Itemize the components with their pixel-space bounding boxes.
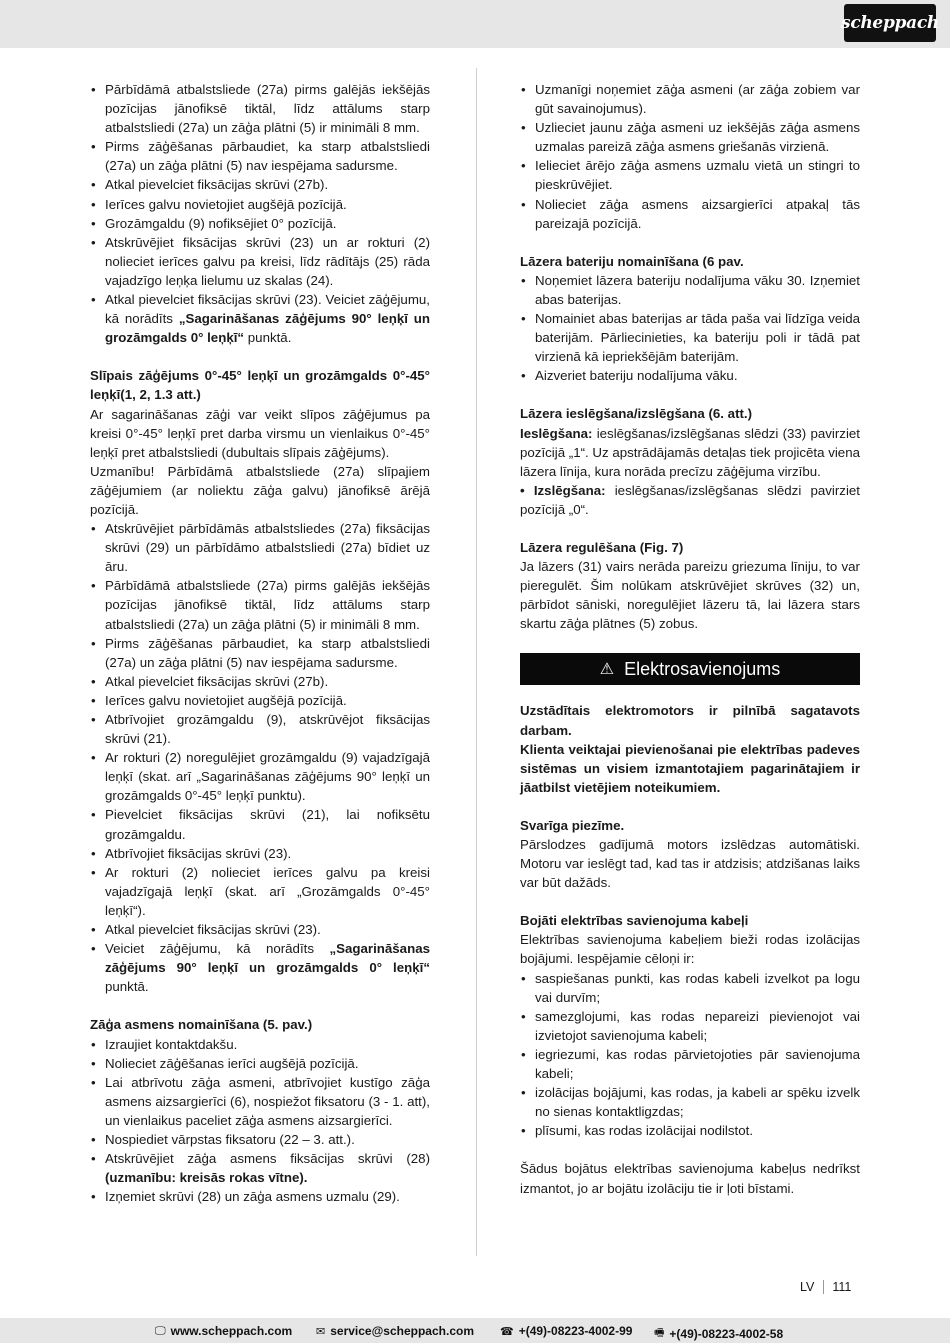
text-run: punktā.	[105, 979, 149, 995]
list-item	[90, 672, 430, 691]
bullet-list	[520, 80, 860, 233]
list-item	[520, 1045, 860, 1083]
text-run: Ar rokturi (2) nolieciet ierīces galvu pa kreisi vajadzīgajā leņķī (skat. arī „Grozāmgalds 0°-45° leņķī“).	[105, 864, 430, 918]
spacer	[90, 347, 430, 366]
page-number: 111	[832, 1280, 852, 1294]
list-item	[520, 1083, 860, 1121]
text-run: Atkal pievelciet fiksācijas skrūvi (23).	[105, 922, 321, 938]
list-item	[90, 920, 430, 939]
list-item	[90, 634, 430, 672]
list-item	[90, 290, 430, 347]
paragraph	[90, 405, 430, 462]
text-run: Atskrūvējiet pārbīdāmās atbalstsliedes (27a) fiksācijas skrūvi (29) un pārbīdāmo atbalstsliedi (27a) bīdiet uz āru.	[105, 521, 430, 575]
phone-icon: ☎	[500, 1325, 514, 1338]
list-item	[520, 309, 860, 366]
list-item	[90, 748, 430, 805]
text-run: Grozāmgaldu (9) nofiksējiet 0° pozīcijā.	[105, 215, 337, 231]
spacer	[520, 1140, 860, 1159]
text-run: Pirms zāģēšanas pārbaudiet, ka starp atbalstsliedi (27a) un zāģa plātni (5) nav iespējama sadursme.	[105, 635, 430, 670]
email-text: service@scheppach.com	[330, 1324, 474, 1338]
text-run: Ar rokturi (2) noregulējiet grozāmgaldu (9) vajadzīgajā leņķī (skat. arī „Sagarināšanas zāģējums 90° leņķī un grozāmgalds 0°-45° leņķī punktu).	[105, 750, 430, 804]
text-run: Izraujiet kontaktdakšu.	[105, 1036, 238, 1052]
text-run: samezglojumi, kas rodas nepareizi pievienojot vai izvietojot savienojuma kabeli;	[535, 1008, 860, 1043]
text-run: Atbrīvojiet grozāmgaldu (9), atskrūvējot fiksācijas skrūvi (21).	[105, 712, 430, 747]
text-run: Nolieciet zāģēšanas ierīci augšējā pozīcijā.	[105, 1055, 359, 1071]
list-item	[520, 80, 860, 118]
list-item	[90, 863, 430, 920]
bold-text: (uzmanību: kreisās rokas vītne).	[105, 1170, 308, 1186]
bold-text: „Sagarināšanas zāģējums 90° leņķī un grozāmgalds 0° leņķī“	[105, 311, 431, 346]
text-run: Nolieciet zāģa asmens aizsargierīci atpakaļ tās pareizajā pozīcijā.	[535, 196, 860, 231]
subsection-heading: Svarīga piezīme.	[520, 817, 625, 833]
top-bar	[0, 0, 950, 48]
text-run: Aizveriet bateriju nodalījuma vāku.	[535, 368, 738, 384]
list-item	[90, 137, 430, 175]
section-title: Elektrosavienojums	[624, 658, 781, 679]
text-run: Ierīces galvu novietojiet augšējā pozīcijā.	[105, 196, 347, 212]
subsection-heading: Zāģa asmens nomainīšana (5. pav.)	[90, 1017, 313, 1033]
bold-text: „Sagarināšanas zāģējums 90° leņķī un grozāmgalds 0° leņķī“	[105, 941, 430, 976]
list-item	[520, 366, 860, 385]
subsection-heading: Bojāti elektrības savienojuma kabeļi	[520, 913, 749, 929]
bullet-list	[90, 1035, 430, 1207]
monitor-icon: 🖵	[155, 1324, 166, 1337]
list-item	[90, 710, 430, 748]
text-run: Atskrūvējiet zāģa asmens fiksācijas skrūvi (28)	[105, 1151, 430, 1167]
paragraph	[520, 481, 860, 519]
text-run: Ar sagarināšanas zāģi var veikt slīpos zāģējumus pa kreisi 0°-45° leņķī pret darba virsmu un vienlaikus 0°-45° leņķī pret atbalstsliedi (dubultais slīpais zāģējums).	[90, 406, 430, 460]
text-run: Pievelciet fiksācijas skrūvi (21), lai nofiksētu grozāmgaldu.	[105, 807, 430, 842]
page-footer	[800, 1280, 851, 1294]
list-item	[90, 576, 430, 633]
warning-icon: ⚠	[599, 660, 615, 678]
list-item	[520, 156, 860, 194]
list-item	[90, 1187, 430, 1206]
spacer	[90, 996, 430, 1015]
subsection-heading: Lāzera bateriju nomainīšana (6 pav.	[520, 253, 744, 269]
list-item	[90, 1054, 430, 1073]
text-run: Nospiediet vārpstas fiksatoru (22 – 3. att.).	[105, 1131, 355, 1147]
subsection-heading: Lāzera regulēšana (Fig. 7)	[520, 539, 684, 555]
list-item	[90, 214, 430, 233]
bold-text: Klienta veiktajai pievienošanai pie elektrības padeves sistēmas un visiem izmantotajiem pagarinātajiem ir jāatbilst vietējiem noteikumiem.	[520, 741, 860, 795]
list-item	[90, 1149, 430, 1187]
spacer	[520, 797, 860, 816]
text-run: Šādus bojātus elektrības savienojuma kabeļus nedrīkst izmantot, jo ar bojātu izolāciju tie ir ļoti bīstami.	[520, 1161, 860, 1196]
list-item	[90, 691, 430, 710]
list-item	[90, 844, 430, 863]
text-run: plīsumi, kas rodas izolācijai nodilstot.	[535, 1123, 754, 1139]
bullet-list	[520, 969, 860, 1141]
paragraph	[520, 424, 860, 481]
text-run: saspiešanas punkti, kas rodas kabeli izvelkot pa logu vai durvīm;	[535, 970, 860, 1005]
paragraph	[520, 930, 860, 968]
text-run: Lai atbrīvotu zāģa asmeni, atbrīvojiet kustīgo zāģa asmens aizsargierīci (6), nospiežot fiksatoru (3 - 1. att), un vienlaikus paceliet zāģa asmens aizsargierīci.	[105, 1074, 430, 1128]
contact-fax	[654, 1324, 783, 1343]
text-run: izolācijas bojājumi, kas rodas, ja kabeli ar spēku izvelk no sienas kontaktligzdas;	[535, 1085, 860, 1120]
text-run: Uzlieciet jaunu zāģa asmeni uz iekšējās zāģa asmens uzmalas pareizā zāģa asmens griešanās virzienā.	[535, 120, 860, 155]
subsection-heading: Slīpais zāģējums 0°-45° leņķī un grozāmgalds 0°-45° leņķī(1, 2, 1.3 att.)	[90, 368, 430, 403]
text-run: ieslēgšanas/izslēgšanas slēdzi (33) pavirziet pozīcijā „1“. Uz apstrādājamās detaļas tiek projicēta viena lāzera līnija, kura norāda precīzu zāģējuma virzību.	[520, 425, 860, 479]
contact-website[interactable]	[155, 1324, 292, 1338]
text-run: Ielieciet ārējo zāģa asmens uzmalu vietā un stingri to pieskrūvējiet.	[535, 158, 860, 193]
language-code: LV	[800, 1280, 824, 1294]
paragraph	[520, 740, 860, 797]
brand-logo: scheppach	[844, 4, 936, 42]
paragraph	[90, 462, 430, 519]
text-run: Veiciet zāģējumu, kā norādīts	[105, 941, 330, 957]
text-run: Atkal pievelciet fiksācijas skrūvi (27b).	[105, 673, 329, 689]
text-run: Pārslodzes gadījumā motors izslēdzas automātiski. Motoru var ieslēgt tad, kad tas ir atdzisis; atdzišanas laiks var būt dažāds.	[520, 837, 860, 891]
list-item	[520, 271, 860, 309]
text-run: Noņemiet lāzera bateriju nodalījuma vāku 30. Izņemiet abas baterijas.	[535, 272, 860, 307]
phone-text: +(49)-08223-4002-99	[518, 1324, 633, 1338]
list-item	[90, 175, 430, 194]
spacer	[520, 233, 860, 252]
bullet-list	[90, 519, 430, 996]
list-item	[520, 118, 860, 156]
text-run: Nomainiet abas baterijas ar tāda paša vai līdzīga veida baterijām. Pārliecinieties, ka bateriju poli ir tādā pat virzienā kā iepriekšējām baterijām.	[535, 311, 860, 365]
list-item	[90, 1035, 430, 1054]
bullet-list	[520, 271, 860, 386]
text-run: Uzmanību! Pārbīdāmā atbalstsliede (27a) slīpajiem zāģējumiem (ar noliektu zāģa galvu) jānofiksē ārējā pozīcijā.	[90, 463, 430, 517]
column-divider	[476, 68, 477, 1256]
bold-text: • Izslēgšana:	[520, 482, 606, 498]
bullet-list	[90, 80, 430, 347]
mail-icon: ✉	[316, 1325, 326, 1338]
section-heading-electrical	[520, 653, 860, 685]
spacer	[520, 892, 860, 911]
list-item	[90, 939, 430, 996]
fax-icon: 🖷	[654, 1327, 665, 1339]
list-item	[520, 1121, 860, 1140]
website-text: www.scheppach.com	[170, 1324, 293, 1338]
contact-email[interactable]	[316, 1324, 474, 1338]
paragraph	[520, 835, 860, 892]
text-run: ieslēgšanas/izslēgšanas slēdzi pavirziet pozīcijā „0“.	[520, 482, 860, 517]
subsection-heading: Lāzera ieslēgšana/izslēgšana (6. att.)	[520, 406, 753, 422]
list-item	[520, 969, 860, 1007]
list-item	[520, 195, 860, 233]
right-column-top	[520, 80, 860, 633]
text-run: Atbrīvojiet fiksācijas skrūvi (23).	[105, 845, 292, 861]
list-item	[90, 195, 430, 214]
spacer	[520, 385, 860, 404]
paragraph	[520, 1159, 860, 1197]
paragraph	[520, 557, 860, 633]
bold-text: Ieslēgšana:	[520, 425, 593, 441]
contact-bar	[0, 1318, 950, 1343]
text-run: Elektrības savienojuma kabeļiem bieži rodas izolācijas bojājumi. Iespējamie cēloņi ir:	[520, 932, 860, 967]
list-item	[520, 1007, 860, 1045]
text-run: Pārbīdāmā atbalstsliede (27a) pirms galējās iekšējās pozīcijas jānofiksē tiktāl, līdz attālums starp atbalstsliedi (27a) un zāģa plātni (5) ir minimāli 8 mm.	[105, 82, 430, 136]
bold-text: Uzstādītais elektromotors ir pilnībā sagatavots darbam.	[520, 703, 860, 738]
fax-text: +(49)-08223-4002-58	[669, 1326, 784, 1341]
text-run: iegriezumi, kas rodas pārvietojoties pār savienojuma kabeli;	[535, 1046, 860, 1082]
text-run: Ja lāzers (31) vairs nerāda pareizu griezuma līniju, to var pieregulēt. Šim nolūkam atskrūvējiet skrūves (32) un, pārbīdot sāniski, noregulējiet lāzeru tā, lai lāzera stars skartu zāģa plātnes (5) zobus.	[520, 559, 860, 632]
right-column	[520, 80, 860, 1198]
text-run: Ierīces galvu novietojiet augšējā pozīcijā.	[105, 692, 347, 708]
text-run: punktā.	[244, 330, 292, 346]
list-item	[90, 233, 430, 290]
right-column-bottom	[520, 701, 860, 1197]
list-item	[90, 805, 430, 843]
contact-phone[interactable]	[500, 1324, 632, 1338]
text-run: Pārbīdāmā atbalstsliede (27a) pirms galējās iekšējās pozīcijas jānofiksē tiktāl, līdz attālums starp atbalstsliedi (27a) un zāģa plātni (5) ir minimāli 8 mm.	[105, 578, 430, 632]
text-run: Izņemiet skrūvi (28) un zāģa asmens uzmalu (29).	[105, 1189, 400, 1205]
list-item	[90, 1130, 430, 1149]
spacer	[520, 519, 860, 538]
text-run: Pirms zāģēšanas pārbaudiet, ka starp atbalstsliedi (27a) un zāģa plātni (5) nav iespējama sadursme.	[105, 139, 430, 174]
text-run: Atskrūvējiet fiksācijas skrūvi (23) un ar rokturi (2) nolieciet ierīces galvu pa kreisi, līdz rādītājs (25) rāda vajadzīgo leņķa lielumu uz skalas (24).	[105, 234, 430, 288]
text-run: Atkal pievelciet fiksācijas skrūvi (27b).	[105, 177, 329, 193]
text-run: Uzmanīgi noņemiet zāģa asmeni (ar zāģa zobiem var gūt savainojumus).	[535, 82, 860, 117]
left-column	[90, 80, 430, 1206]
list-item	[90, 519, 430, 576]
list-item	[90, 80, 430, 137]
paragraph	[520, 701, 860, 739]
list-item	[90, 1073, 430, 1130]
text-run: Atkal pievelciet fiksācijas skrūvi (23). Veiciet zāģējumu, kā norādīts	[105, 292, 430, 327]
